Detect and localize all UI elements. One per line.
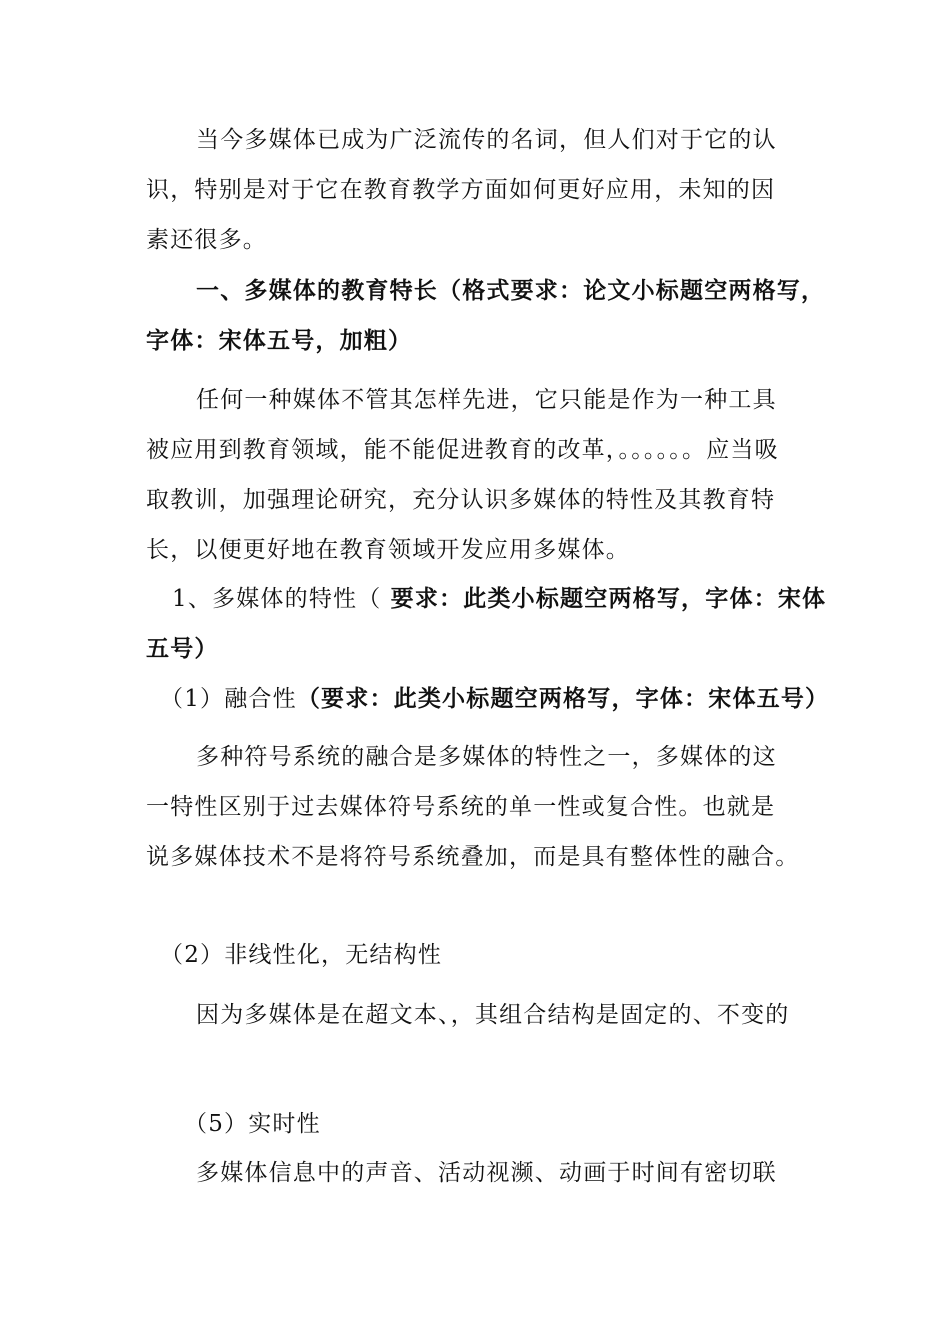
body1-line-2: 被应用到教育领域，能不能促进教育的改革，。。。。。。应当吸 <box>146 437 779 463</box>
intro-line-2: 识，特别是对于它在教育教学方面如何更好应用，未知的因 <box>146 177 776 203</box>
section-heading-line-1: 一、多媒体的教育特长（格式要求：论文小标题空两格写， <box>196 277 826 304</box>
body2-line-3: 说多媒体技术不是将符号系统叠加，而是具有整体性的融合。 <box>146 844 800 870</box>
section-heading-line-2: 字体：宋体五号，加粗） <box>146 327 413 354</box>
body2-line-1: 多种符号系统的融合是多媒体的特性之一，多媒体的这 <box>196 744 777 770</box>
item-1-normal: （1）融合性 <box>160 686 297 712</box>
body4-line-1: 多媒体信息中的声音、活动视濒、动画于时间有密切联 <box>196 1160 777 1186</box>
intro-line-3: 素还很多。 <box>146 227 267 253</box>
body3-line-1: 因为多媒体是在超文本、，其组合结构是固定的、不变的 <box>196 1002 790 1028</box>
body2-line-2: 一特性区别于过去媒体符号系统的单一性或复合性。也就是 <box>146 794 776 820</box>
item-2-heading: （2）非线性化，无结构性 <box>160 942 443 968</box>
item-1-heading <box>160 684 829 714</box>
subheading-1-bold: 要求：此类小标题空两格写，字体：宋体 <box>381 585 827 612</box>
subheading-1-line-1 <box>172 584 826 614</box>
item-5-heading: （5）实时性 <box>184 1111 321 1137</box>
item-1-bold: （要求：此类小标题空两格写，字体：宋体五号） <box>296 685 830 712</box>
body1-line-1: 任何一种媒体不管其怎样先进，它只能是作为一种工具 <box>196 387 777 413</box>
subheading-1-line-2: 五号） <box>146 635 219 662</box>
body1-line-3: 取教训，加强理论研究，充分认识多媒体的特性及其教育特 <box>146 487 776 513</box>
subheading-1-normal: 1、多媒体的特性（ <box>172 586 382 612</box>
body1-line-4: 长，以便更好地在教育领域开发应用多媒体。 <box>146 537 630 563</box>
intro-line-1: 当今多媒体已成为广泛流传的名词，但人们对于它的认 <box>196 127 777 153</box>
